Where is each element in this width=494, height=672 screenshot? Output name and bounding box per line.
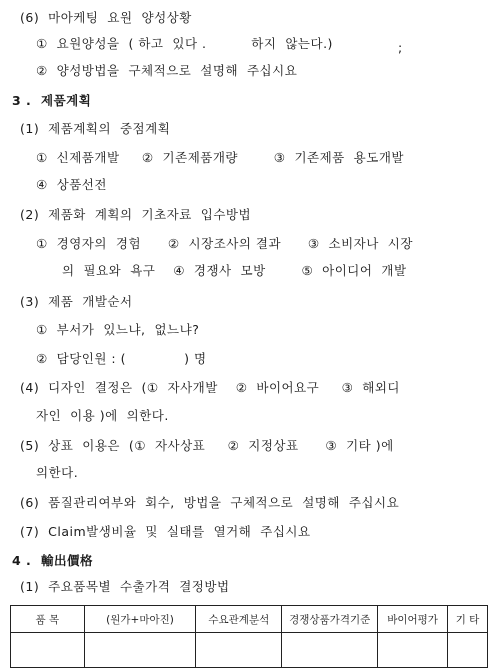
table-row xyxy=(11,633,488,668)
option-line-staff-count: ② 담당인원 : ( ) 명 xyxy=(36,351,207,366)
export-price-table xyxy=(10,605,488,668)
option-line-data-source-1: ① 경영자의 경험 ② 시장조사의 결과 ③ 소비자나 시장 xyxy=(36,236,413,251)
subsection-heading-plan-focus: (1) 제품계획의 중점계획 xyxy=(20,121,171,136)
subsection-design-decision-cont: 자인 이용 )에 의한다. xyxy=(36,408,169,423)
subsection-price-method: (1) 주요품목별 수출가격 결정방법 xyxy=(20,579,230,594)
section-heading-export-price: 4 . 輸出價格 xyxy=(12,553,94,568)
option-line-staff-training: ① 요원양성을 ( 하고 있다 . 하지 않는다.) xyxy=(36,36,333,51)
table-header-cell: 수요관계분석 xyxy=(196,606,282,633)
table-header-row xyxy=(11,606,488,633)
table-cell[interactable] xyxy=(378,633,448,668)
subsection-brand-use: (5) 상표 이용은 (① 자사상표 ② 지정상표 ③ 기타 )에 xyxy=(20,438,394,453)
subsection-brand-use-cont: 의한다. xyxy=(36,465,79,480)
table-cell[interactable] xyxy=(11,633,85,668)
table-header-cell: (원가+마아진) xyxy=(84,606,196,633)
table-header-cell: 바이어평가 xyxy=(378,606,448,633)
subsection-heading-dev-order: (3) 제품 개발순서 xyxy=(20,294,133,309)
subsection-heading-data-source: (2) 제품화 계획의 기초자료 입수방법 xyxy=(20,207,252,222)
section-heading-product-plan: 3 . 제품계획 xyxy=(12,93,92,108)
option-line-data-source-2: 의 필요와 욕구 ④ 경쟁사 모방 ⑤ 아이디어 개발 xyxy=(62,263,407,278)
table-header-cell: 기 타 xyxy=(448,606,488,633)
section-heading-marketing-staff: (6) 마아케팅 요원 양성상황 xyxy=(20,10,192,25)
option-line-department: ① 부서가 있느냐, 없느냐? xyxy=(36,322,200,337)
table-header-cell: 경쟁상품가격기준 xyxy=(282,606,378,633)
subsection-quality-control: (6) 품질관리여부와 회수, 방법을 구체적으로 설명해 주십시요 xyxy=(20,495,400,510)
table-cell[interactable] xyxy=(196,633,282,668)
subsection-design-decision: (4) 디자인 결정은 (① 자사개발 ② 바이어요구 ③ 해외디 xyxy=(20,380,400,395)
table-cell[interactable] xyxy=(282,633,378,668)
table-header-cell: 품 목 xyxy=(11,606,85,633)
option-line-plan-focus-1: ① 신제품개발 ② 기존제품개량 ③ 기존제품 용도개발 xyxy=(36,150,404,165)
stray-mark: ; xyxy=(398,40,403,55)
question-training-method: ② 양성방법을 구체적으로 설명해 주십시요 xyxy=(36,63,298,78)
table-cell[interactable] xyxy=(448,633,488,668)
option-line-plan-focus-2: ④ 상품선전 xyxy=(36,177,107,192)
subsection-claim: (7) Claim발생비율 및 실태를 열거해 주십시요 xyxy=(20,524,311,539)
table-cell[interactable] xyxy=(84,633,196,668)
